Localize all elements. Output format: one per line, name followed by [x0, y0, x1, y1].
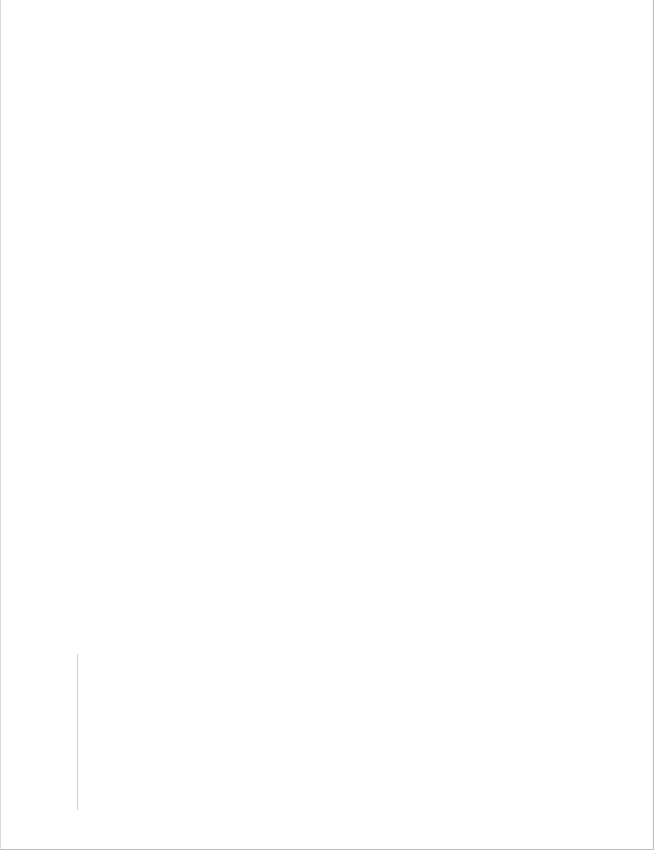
happy-birthday-balloons-image	[77, 654, 582, 810]
